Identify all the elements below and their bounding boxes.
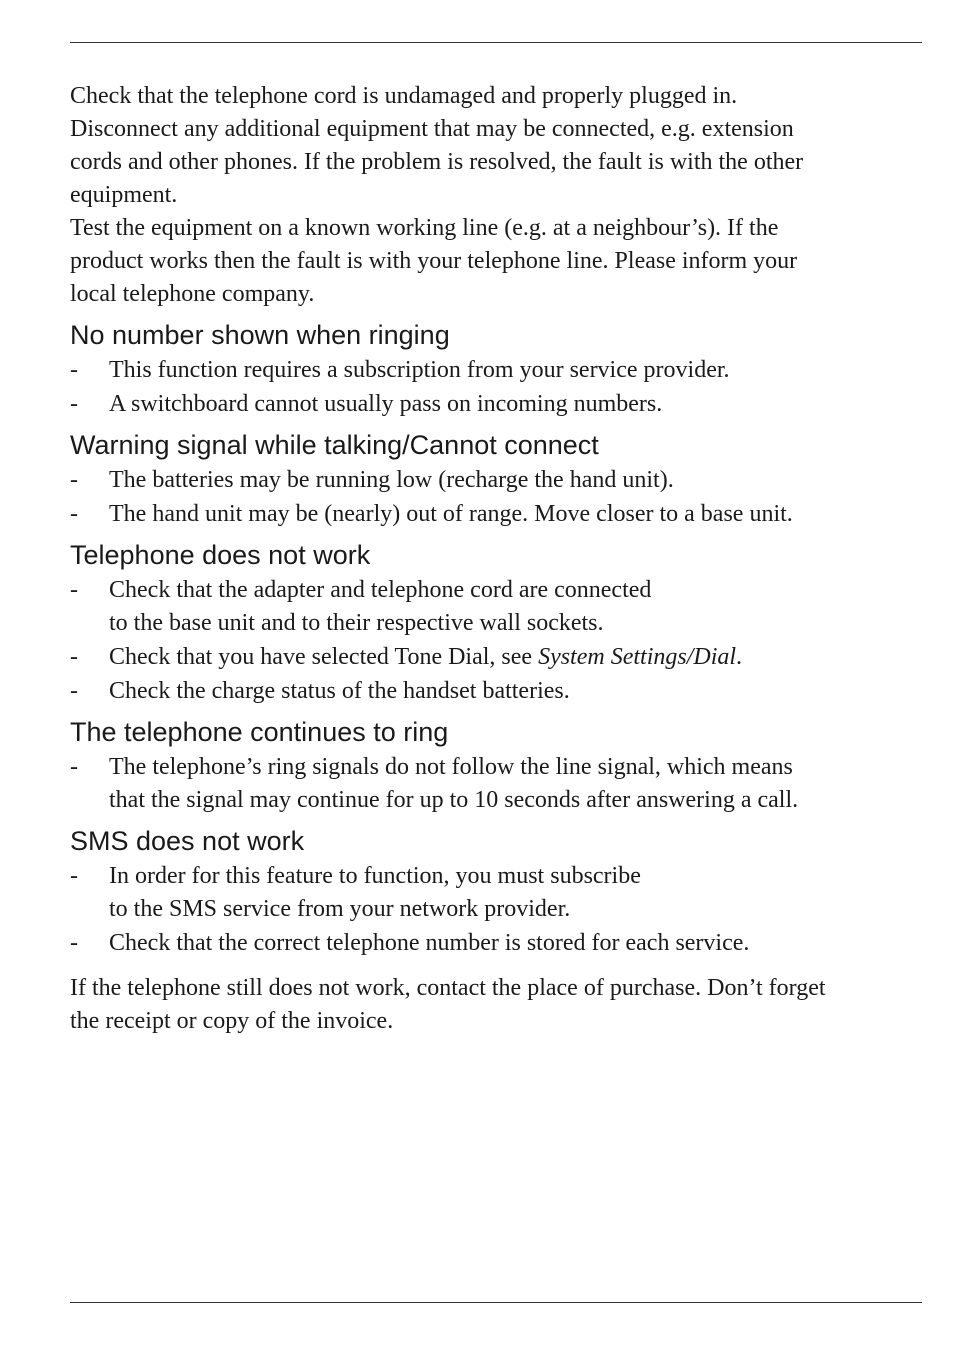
bullet-text-suffix: . xyxy=(736,644,743,670)
list-item xyxy=(70,574,922,640)
bullet-dash: - xyxy=(70,644,78,670)
list-item xyxy=(70,498,922,531)
bullet-text: In order for this feature to function, you must subscribe xyxy=(109,863,641,889)
bullet-list xyxy=(70,751,922,817)
list-item xyxy=(70,388,922,421)
bullet-list xyxy=(70,860,922,960)
bullet-dash: - xyxy=(70,754,78,780)
bullet-dash: - xyxy=(70,391,78,417)
page-content xyxy=(70,80,922,1038)
section-heading-no-number: No number shown when ringing xyxy=(70,320,450,350)
closing-paragraph xyxy=(70,972,922,1038)
text-line: Disconnect any additional equipment that may be connected, e.g. extension xyxy=(70,116,794,142)
bullet-list xyxy=(70,574,922,708)
intro-paragraph-2 xyxy=(70,212,922,311)
text-line: equipment. xyxy=(70,182,178,208)
section-heading-warning-signal: Warning signal while talking/Cannot connect xyxy=(70,430,599,460)
bullet-dash: - xyxy=(70,501,78,527)
list-item xyxy=(70,927,922,960)
list-item xyxy=(70,464,922,497)
bullet-dash: - xyxy=(70,467,78,493)
bullet-text: This function requires a subscription from your service provider. xyxy=(109,357,730,383)
bullet-dash: - xyxy=(70,678,78,704)
bullet-text-prefix: Check that you have selected Tone Dial, see xyxy=(109,644,539,670)
list-item xyxy=(70,751,922,817)
bullet-text: to the SMS service from your network provider. xyxy=(109,896,571,922)
section-heading-telephone-not-work: Telephone does not work xyxy=(70,540,371,570)
text-line: Check that the telephone cord is undamaged and properly plugged in. xyxy=(70,83,738,109)
text-line: Test the equipment on a known working line (e.g. at a neighbour’s). If the xyxy=(70,215,779,241)
intro-paragraph-1 xyxy=(70,80,922,212)
section-heading-sms-not-work: SMS does not work xyxy=(70,826,305,856)
text-line: product works then the fault is with your telephone line. Please inform your xyxy=(70,248,798,274)
list-item xyxy=(70,860,922,926)
bullet-text xyxy=(109,641,922,674)
bullet-text: The hand unit may be (nearly) out of range. Move closer to a base unit. xyxy=(109,501,793,527)
bullet-text: to the base unit and to their respective wall sockets. xyxy=(109,610,604,636)
top-rule xyxy=(70,42,922,43)
bullet-text: The telephone’s ring signals do not follow the line signal, which means xyxy=(109,754,793,780)
bullet-dash: - xyxy=(70,577,78,603)
bottom-rule xyxy=(70,1302,922,1303)
list-item xyxy=(70,641,922,674)
bullet-text: A switchboard cannot usually pass on incoming numbers. xyxy=(109,391,663,417)
list-item xyxy=(70,354,922,387)
bullet-list xyxy=(70,464,922,531)
bullet-text: that the signal may continue for up to 10 seconds after answering a call. xyxy=(109,787,799,813)
text-line: the receipt or copy of the invoice. xyxy=(70,1008,394,1034)
section-heading-continues-to-ring: The telephone continues to ring xyxy=(70,717,449,747)
menu-path-reference: System Settings/Dial xyxy=(538,644,737,670)
bullet-text: The batteries may be running low (recharge the hand unit). xyxy=(109,467,674,493)
bullet-list xyxy=(70,354,922,421)
text-line: local telephone company. xyxy=(70,281,315,307)
bullet-dash: - xyxy=(70,863,78,889)
bullet-text: Check the charge status of the handset batteries. xyxy=(109,678,570,704)
text-line: If the telephone still does not work, contact the place of purchase. Don’t forget xyxy=(70,975,826,1001)
text-line: cords and other phones. If the problem is resolved, the fault is with the other xyxy=(70,149,804,175)
list-item xyxy=(70,675,922,708)
bullet-dash: - xyxy=(70,357,78,383)
bullet-text: Check that the correct telephone number is stored for each service. xyxy=(109,930,750,956)
bullet-dash: - xyxy=(70,930,78,956)
bullet-text: Check that the adapter and telephone cord are connected xyxy=(109,577,652,603)
